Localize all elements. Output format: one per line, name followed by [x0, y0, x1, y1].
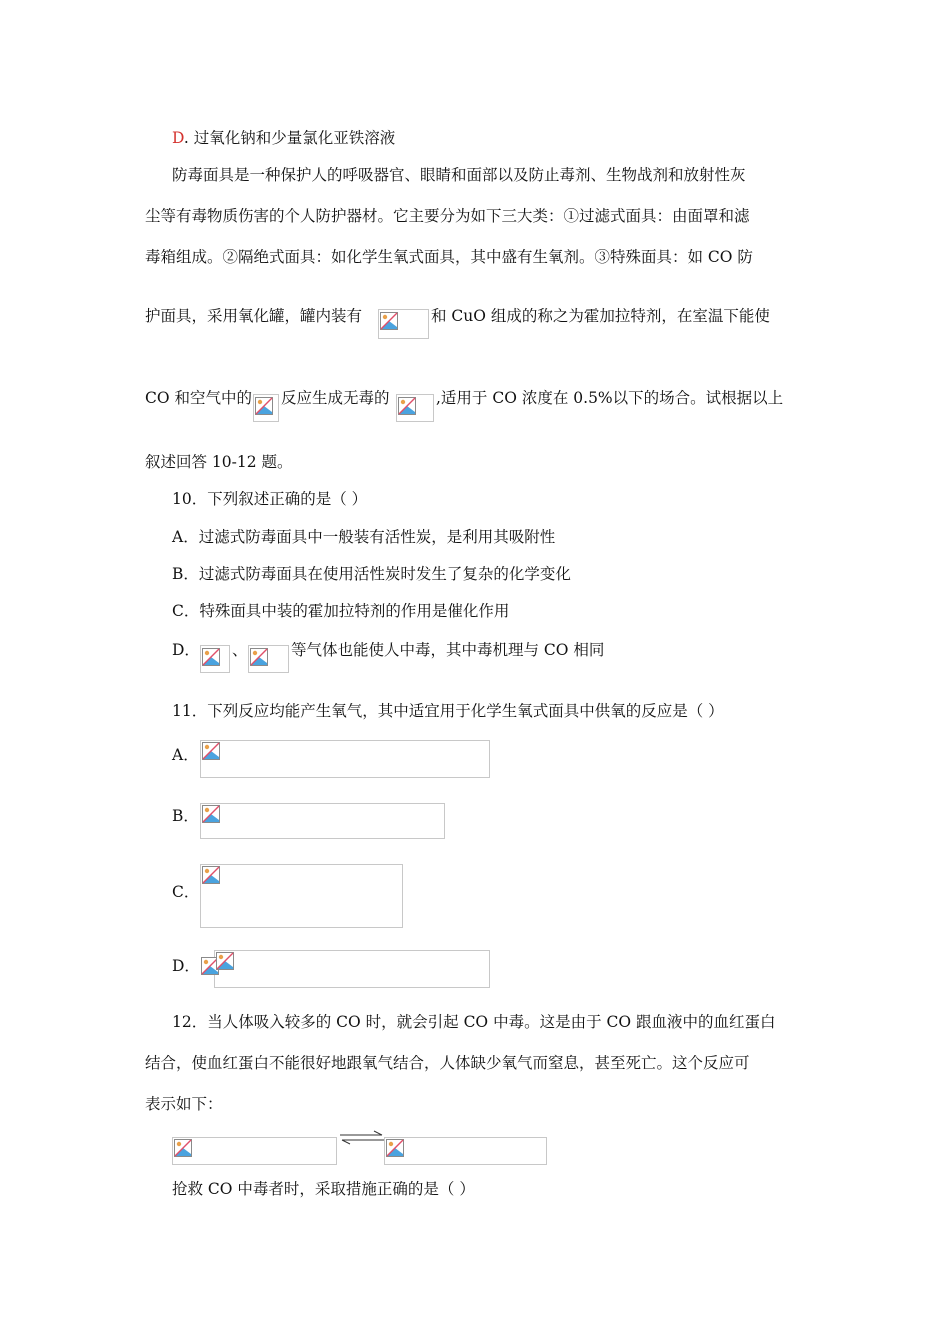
paragraph-line-5a: CO 和空气中的 [145, 389, 252, 407]
equation-left-image [172, 1137, 337, 1165]
paragraph-line-4b: 和 CuO 组成的称之为霍加拉特剂，在室温下能使 [431, 307, 770, 325]
equation-right-image [384, 1137, 547, 1165]
paragraph-line-1: 防毒面具是一种保护人的呼吸器官、眼睛和面部以及防止毒剂、生物战剂和放射性灰 [172, 166, 746, 184]
question-10: 10．下列叙述正确的是（ ） [172, 490, 368, 508]
broken-image-icon [255, 397, 273, 415]
separator-text: 、 [232, 641, 248, 659]
broken-image-icon [202, 805, 220, 823]
question-12-line-2: 结合，使血红蛋白不能很好地跟氧气结合，人体缺少氧气而窒息，甚至死亡。这个反应可 [145, 1054, 750, 1072]
paragraph-line-5b: 反应生成无毒的 [281, 389, 390, 407]
paragraph-line-3: 毒箱组成。②隔绝式面具：如化学生氧式面具，其中盛有生氧剂。③特殊面具：如 CO 防 [145, 248, 753, 266]
equation-image-d [214, 950, 490, 988]
question-10-option-b: B．过滤式防毒面具在使用活性炭时发生了复杂的化学变化 [172, 565, 571, 583]
broken-image-icon [216, 952, 234, 970]
question-11: 11．下列反应均能产生氧气，其中适宜用于化学生氧式面具中供氧的反应是（ ） [172, 702, 724, 720]
question-12-line-3: 表示如下： [145, 1095, 223, 1113]
broken-image-icon [174, 1139, 192, 1157]
question-10-option-a: A．过滤式防毒面具中一般装有活性炭，是利用其吸附性 [172, 528, 556, 546]
option-text: . 过氧化钠和少量氯化亚铁溶液 [183, 129, 396, 147]
equation-image-b [200, 803, 445, 839]
equation-image-c [200, 864, 403, 928]
broken-image-icon [386, 1139, 404, 1157]
question-10-option-c: C．特殊面具中装的霍加拉特剂的作用是催化作用 [172, 602, 510, 620]
paragraph-line-2: 尘等有毒物质伤害的个人防护器材。它主要分为如下三大类：①过滤式面具：由面罩和滤 [145, 207, 750, 225]
equation-image-a [200, 740, 490, 778]
paragraph-line-5c: ,适用于 CO 浓度在 0.5%以下的场合。试根据以上 [436, 389, 784, 407]
broken-image-icon [250, 648, 268, 666]
option-d-prev [172, 128, 395, 148]
broken-image-icon [202, 866, 220, 884]
paragraph-line-6: 叙述回答 10-12 题。 [145, 453, 293, 471]
question-10-option-d-text: 等气体也能使人中毒，其中毒机理与 CO 相同 [291, 641, 605, 659]
question-12-prompt: 抢救 CO 中毒者时，采取措施正确的是（ ） [172, 1180, 475, 1198]
question-10-option-d-label: D． [172, 641, 200, 659]
broken-image-icon [380, 312, 398, 330]
question-11-option-a-label: A． [172, 746, 199, 764]
question-11-option-d-label: D． [172, 957, 200, 975]
question-11-option-b-label: B． [172, 807, 199, 825]
question-11-option-c-label: C． [172, 883, 200, 901]
option-letter: D [172, 129, 184, 147]
reversible-arrow-icon [338, 1130, 386, 1146]
broken-image-icon [202, 742, 220, 760]
paragraph-line-4a: 护面具，采用氧化罐，罐内装有 [145, 307, 363, 325]
broken-image-icon [398, 397, 416, 415]
broken-image-icon [202, 648, 220, 666]
question-12-line-1: 12．当人体吸入较多的 CO 时，就会引起 CO 中毒。这是由于 CO 跟血液中的血红蛋白 [172, 1013, 776, 1031]
